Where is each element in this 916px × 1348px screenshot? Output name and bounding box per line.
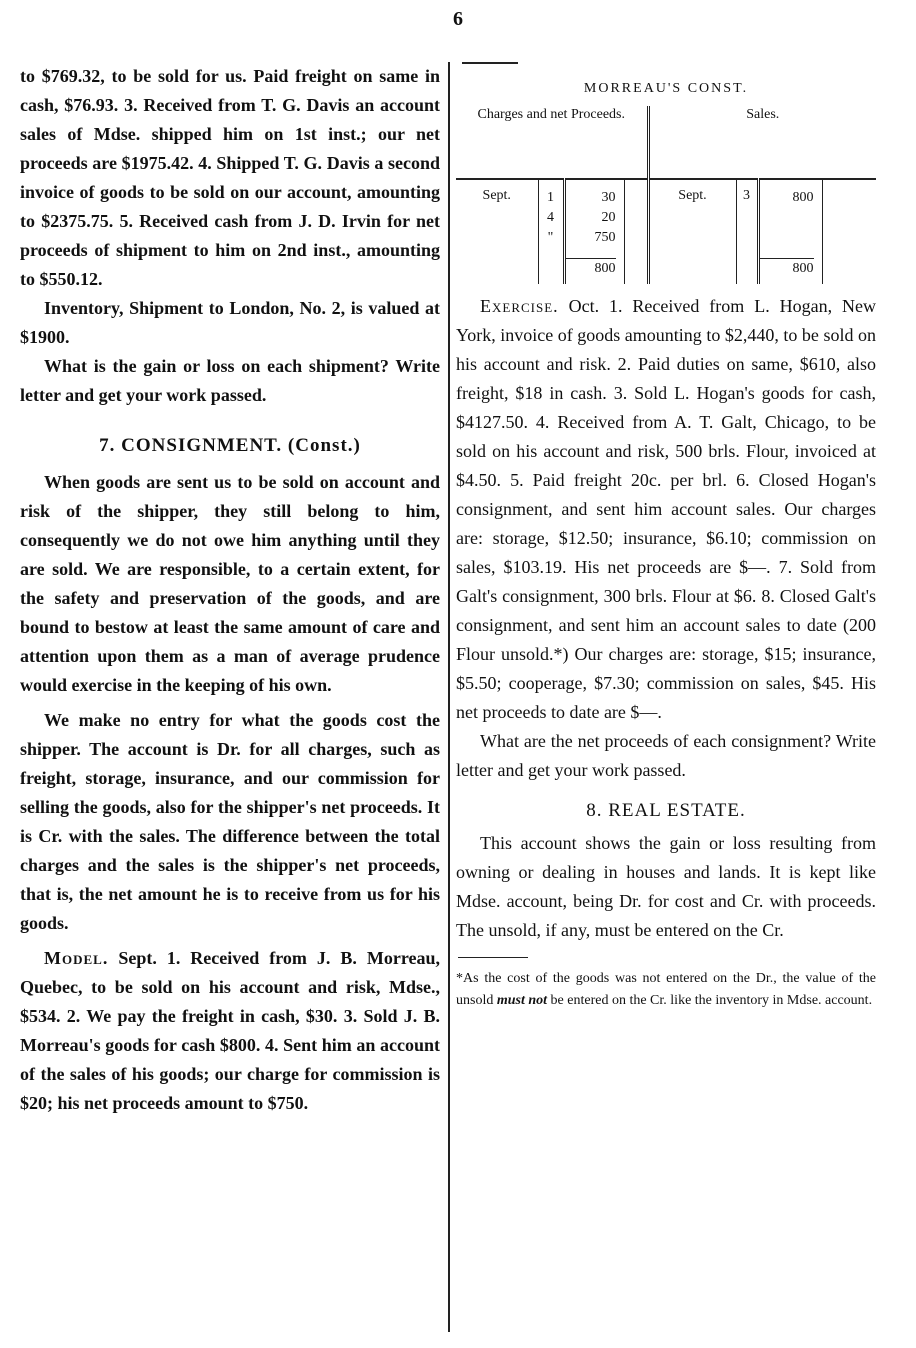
top-rule	[462, 62, 518, 64]
credit-day: 3	[736, 179, 758, 284]
continued-paragraph: to $769.32, to be sold for us. Paid freight on same in cash, $76.93. 3. Received from T. G. Davis an account sales of Mdse. shipped him on 1st inst.; our net proceeds are $1975.42. 4. Shipped T. G. Davis a second invoice of goods to be sold on our account, amounting to $2375.75. 5. Received cash from J. D. Irvin for net proceeds of shipment to him on 2nd inst., amounting to $550.12.	[20, 66, 440, 289]
consignment-heading: 7. CONSIGNMENT. (Const.)	[99, 435, 361, 456]
debit-amount: 20	[601, 210, 616, 225]
credit-total: 800	[760, 258, 814, 279]
ledger-account	[456, 106, 876, 284]
exercise-paragraph	[456, 292, 876, 727]
credit-month: Sept.	[648, 179, 736, 284]
inventory-paragraph: Inventory, Shipment to London, No. 2, is valued at $1900.	[20, 298, 440, 347]
footnote-text: *As the cost of the goods was not entered on the Dr., the value of the unsold	[456, 971, 876, 1008]
model-label: Model.	[44, 948, 109, 968]
debit-amount: 30	[601, 190, 616, 205]
exercise-label: Exercise.	[480, 296, 559, 316]
footnote-text-end: be entered on the Cr. like the inventory in Mdse. account.	[550, 993, 873, 1008]
model-text: Sept. 1. Received from J. B. Morreau, Quebec, to be sold on his account and risk, Mdse., $534. 2. We pay the freight in cash, $30. 3. Sold J. B. Morreau's goods for cash $800. 4. Sent him an account of the sales of his goods; our charge for commission is $20; his net proceeds amount to $750.	[20, 948, 440, 1113]
left-column	[20, 62, 440, 1118]
footnote-rule	[458, 957, 528, 958]
ledger-title: MORREAU'S CONST.	[583, 81, 749, 96]
footnote	[456, 968, 876, 1012]
debit-amount: 750	[594, 230, 616, 245]
credit-amount: 800	[792, 190, 814, 205]
real-estate-heading: 8. REAL ESTATE.	[586, 800, 746, 821]
consignment-entry-paragraph: We make no entry for what the goods cost the shipper. The account is Dr. for all charges, such as freight, storage, insurance, and our commission for selling the goods, also for the shipper's net proceeds. It is Cr. with the sales. The difference between the total charges and the sales is the shipper's net proceeds, that is, the net amount he is to receive from us for his goods.	[20, 710, 440, 933]
shipment-question: What is the gain or loss on each shipment? Write letter and get your work passed.	[20, 356, 440, 405]
page-number: 6	[453, 8, 463, 30]
debit-amounts	[564, 179, 624, 284]
credit-amounts	[758, 179, 822, 284]
debit-day: "	[547, 230, 554, 245]
consignment-question: What are the net proceeds of each consignment? Write letter and get your work passed.	[456, 731, 876, 780]
debit-days	[538, 179, 564, 284]
debit-day: 1	[547, 190, 554, 205]
column-divider	[448, 62, 450, 1332]
exercise-text: Oct. 1. Received from L. Hogan, New York, invoice of goods amounting to $2,440, to be sold on his account and risk. 2. Paid duties on same, $610, also freight, $18 in cash. 3. Sold L. Hogan's goods for cash, $4127.50. 4. Received from A. T. Galt, Chicago, to be sold on his account and risk, 500 brls. Flour, invoiced at $4.50. 5. Paid freight 20c. per brl. 6. Closed Hogan's consignment, and sent him account sales. Our charges are: storage, $12.50; insurance, $6.10; commission on sales, $103.19. His net proceeds are $—. 7. Sold from Galt's consignment, 300 brls. Flour at $6. 8. Closed Galt's consignment, and sent him an account sales to date (200 Flour unsold.*) Our charges are: storage, $15; insurance, $5.50; cooperage, $7.30; commission on sales, $45. His net proceeds to date are $—.	[456, 296, 876, 722]
debit-day: 4	[547, 210, 554, 225]
debit-month: Sept.	[482, 188, 511, 203]
debit-total: 800	[566, 258, 616, 279]
real-estate-paragraph: This account shows the gain or loss resulting from owning or dealing in houses and lands. It is kept like Mdse. account, being Dr. for cost and Cr. with proceeds. The unsold, if any, must be entered on the Cr.	[456, 833, 876, 940]
debit-header: Charges and net Proceeds.	[456, 106, 648, 179]
model-paragraph	[20, 944, 440, 1118]
footnote-emphasis: must not	[496, 993, 548, 1008]
right-column	[456, 62, 876, 1012]
credit-header: Sales.	[648, 106, 876, 179]
consignment-intro-paragraph: When goods are sent us to be sold on account and risk of the shipper, they still belong to him, consequently we do not owe him anything until they are sold. We are responsible, to a certain extent, for the safety and preservation of the goods, and are bound to bestow at least the same amount of care and attention upon them as a man of average prudence would exercise in the keeping of his own.	[20, 472, 440, 695]
